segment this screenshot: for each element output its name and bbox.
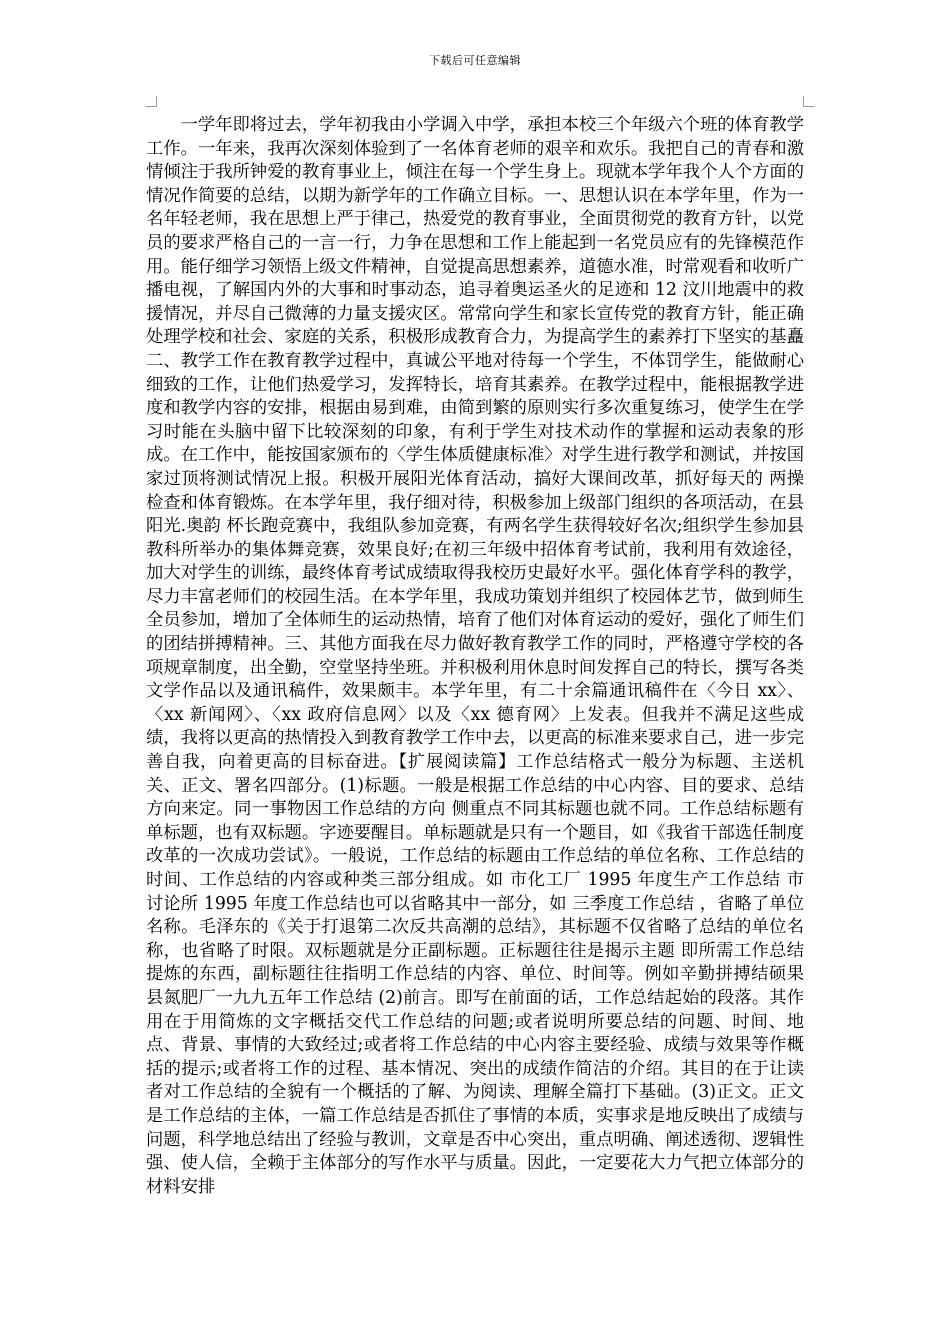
top-right-margin-mark bbox=[803, 96, 814, 107]
document-body-paragraph: 一学年即将过去，学年初我由小学调入中学，承担本校三个年级六个班的体育教学工作。一年来，我再次深刻体验到了一名体育老师的艰辛和欢乐。我把自己的青春和激情倾注于我所钟爱的教育事业上，倾注在每一个学生身上。现就本学年我个人个方面的情况作简要的总结，以期为新学年的工作确立目标。一、思想认识在本学年里，作为一名年轻老师，我在思想上严于律己，热爱党的教育事业，全面贯彻党的教育方针，以党员的要求严格自己的一言一行，力争在思想和工作上能起到一名党员应有的先锋模范作用。能仔细学习领悟上级文件精神，自觉提高思想素养，道德水准，时常观看和收听广播电视，了解国内外的大事和时事动态，追寻着奥运圣火的足迹和 12 汶川地震中的救援情况，并尽自己微薄的力量支援灾区。常常向学生和家长宣传党的教育方针，能正确处理学校和社会、家庭的关系，积极形成教育合力，为提高学生的素养打下坚实的基矗二、教学工作在教育教学过程中，真诚公平地对待每一个学生，不体罚学生，能做耐心细致的工作，让他们热爱学习，发挥特长，培育其素养。在教学过程中，能根据教学进度和教学内容的安排，根据由易到难，由简到繁的原则实行多次重复练习，使学生在学习时能在头脑中留下比较深刻的印象，有利于学生对技术动作的掌握和运动表象的形成。在工作中，能按国家颁布的〈学生体质健康标准〉对学生进行教学和测试，并按国家过顶将测试情况上报。积极开展阳光体育活动，搞好大课间改革，抓好每天的 两操 检查和体育锻炼。在本学年里，我仔细对待，积极参加上级部门组织的各项活动，在县阳光.奥韵 杯长跑竞赛中，我组队参加竞赛，有两名学生获得较好名次;组织学生参加县教科所举办的集体舞竞赛，效果良好;在初三年级中招体育考试前，我利用有效途径，加大对学生的训练，最终体育考试成绩取得我校历史最好水平。强化体育学科的教学，尽力丰富老师们的校园生活。在本学年里，我成功策划并组织了校园体艺节，做到师生全员参加，增加了全体师生的运动热情，培育了他们对体育运动的爱好，强化了师生们的团结拼搏精神。三、其他方面我在尽力做好教育教学工作的同时，严格遵守学校的各项规章制度，出全勤，空堂坚持坐班。并积极利用休息时间发挥自己的特长，撰写各类文学作品以及通讯稿件，效果颇丰。本学年里，有二十余篇通讯稿件在〈今日 xx〉、〈xx 新闻网〉、〈xx 政府信息网〉以及〈xx 德育网〉上发表。但我并不满足这些成绩，我将以更高的热情投入到教育教学工作中去，以更高的标准来要求自己，进一步完善自我，向着更高的目标奋进。【扩展阅读篇】工作总结格式一般分为标题、主送机关、正文、署名四部分。(1)标题。一般是根据工作总结的中心内容、目的要求、总结方向来定。同一事物因工作总结的方向 侧重点不同其标题也就不同。工作总结标题有单标题，也有双标题。字迹要醒目。单标题就是只有一个题目，如《我省干部选任制度改革的一次成功尝试》。一般说，工作总结的标题由工作总结的单位名称、工作总结的时间、工作总结的内容或种类三部分组成。如 市化工厂 1995 年度生产工作总结 市 讨论所 1995 年度工作总结也可以省略其中一部分，如 三季度工作总结 ，省略了单位名称。毛泽东的《关于打退第二次反共高潮的总结》，其标题不仅省略了总结的单位名称，也省略了时限。双标题就是分正副标题。正标题往往是揭示主题 即所需工作总结提炼的东西，副标题往往指明工作总结的内容、单位、时间等。例如辛勤拼搏结硕果 县氮肥厂一九九五年工作总结 (2)前言。即写在前面的话，工作总结起始的段落。其作用在于用简炼的文字概括交代工作总结的问题;或者说明所要总结的问题、时间、地点、背景、事情的大致经过;或者将工作总结的中心内容主要经验、成绩与效果等作概括的提示;或者将工作的过程、基本情况、突出的成绩作简洁的介绍。其目的在于让读者对工作总结的全貌有一个概括的了解、为阅读、理解全篇打下基础。(3)正文。正文是工作总结的主体，一篇工作总结是否抓住了事情的本质，实事求是地反映出了成绩与问题，科学地总结出了经验与教训，文章是否中心突出，重点明确、阐述透彻、逻辑性强、使人信，全赖于主体部分的写作水平与质量。因此，一定要花大力气把立体部分的材料安排 bbox=[146, 115, 804, 1197]
page-header-note: 下载后可任意编辑 bbox=[429, 54, 521, 67]
top-left-margin-mark bbox=[146, 96, 157, 107]
